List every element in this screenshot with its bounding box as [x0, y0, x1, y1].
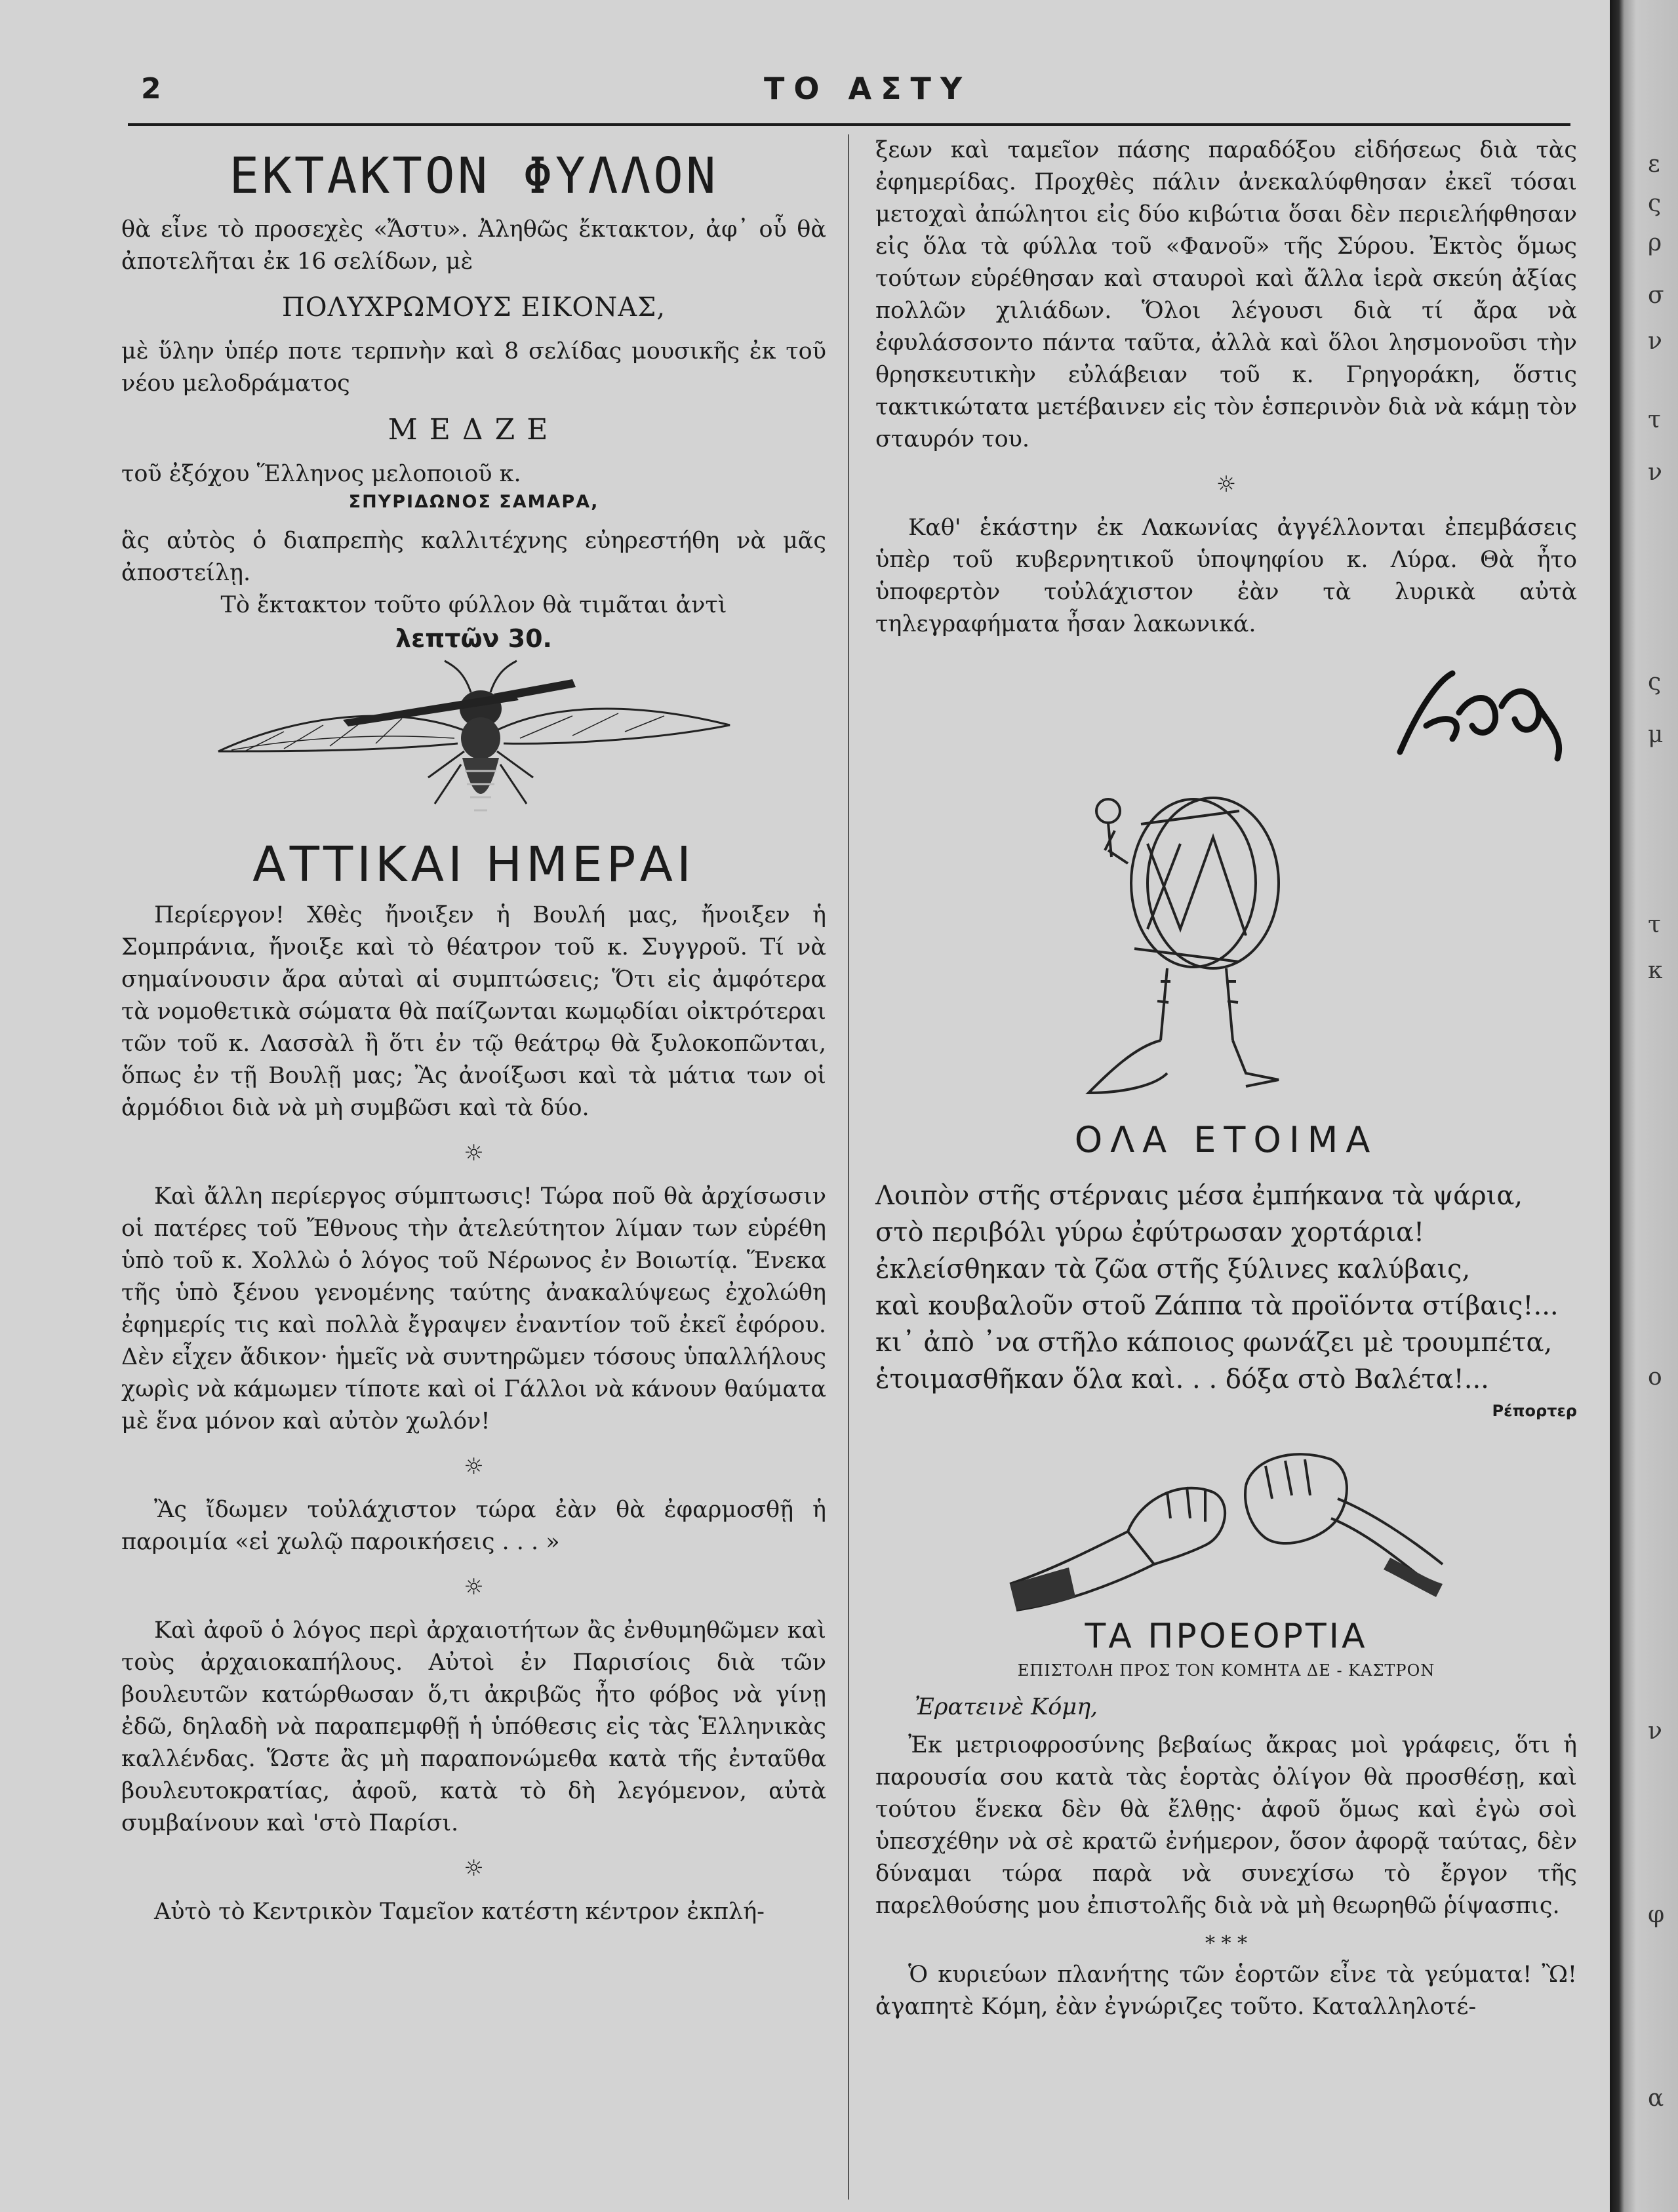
bleed-letter: α [1648, 2085, 1664, 2112]
poem-line: στὸ περιβόλι γύρω ἐφύτρωσαν χορτάρια! [875, 1217, 1425, 1248]
bleed-letter: τ [1648, 911, 1661, 938]
bleed-letter: ο [1648, 1364, 1662, 1391]
bleed-letter: μ [1648, 721, 1664, 748]
poem-line: κι᾽ ἀπὸ ᾽να στῆλο κάποιος φωνάζει μὲ τρουμπέτα, [875, 1328, 1553, 1358]
left-paragraph: Ἂς ἴδωμεν τοὐλάχιστον τώρα ἐὰν θὰ ἐφαρμοσθῇ ἡ παροιμία «εἰ χωλῷ παροικήσεις . . . » [121, 1497, 826, 1555]
bleed-letter: ν [1648, 1718, 1662, 1745]
left-paragraph: Καὶ ἄλλη περίεργος σύμπτωσις! Τώρα ποῦ θὰ ἀρχίσωσιν οἱ πατέρες τοῦ Ἔθνους τὴν ἀτελεύτητον λίμαν των εὑρέθη ὑπὸ τοῦ κ. Χολλὼ ὁ λόγος τοῦ Νέρωνος ἐν Βοιωτίᾳ. Ἕνεκα τῆς ὑπὸ ξένου γενομένης ταύτης ἀνακαλύψεως ἐχολώθη ἐφημερίς τις καὶ πολλὰ ἔγραψεν ἐναντίον τοῦ ἐκεῖ ἐφόρου. Δὲν εἶχεν ἄδικον· ἡμεῖς νὰ συντηρῶμεν τόσους ὑπαλλήλους χωρὶς νὰ κάμωμεν τίποτε καὶ οἱ Γάλλοι νὰ κάνουν θαύματα μὲ ἕνα μόνον καὶ αὐτὸν χωλόν! [121, 1183, 826, 1434]
poem-line: ἑτοιμασθῆκαν ὅλα καὶ. . . δόξα στὸ Βαλέτα!... [875, 1364, 1489, 1394]
artist-line: ἃς αὐτὸς ὁ διαπρεπὴς καλλιτέχνης εὐηρεστήθη νὰ μᾶς ἀποστείλῃ. [121, 528, 826, 586]
left-paragraph: Καὶ ἀφοῦ ὁ λόγος περὶ ἀρχαιοτήτων ἂς ἐνθυμηθῶμεν καὶ τοὺς ἀρχαιοκαπήλους. Αὐτοὶ ἐν Παρισίοις διὰ τῶν βουλευτῶν κατώρθωσαν ὅ,τι ἀκριβῶς ἦτο φόβος νὰ γίνῃ ἐδῶ, δηλαδὴ νὰ παραπεμφθῇ ἡ ὑπόθεσις εἰς τὰς Ἑλληνικὰς καλλένδας. Ὥστε ἂς μὴ παραπονώμεθα κατὰ τῆς ἐνταῦθα βουλευτοκρατίας, ἀφοῦ, κατὰ τὸ δὴ λεγόμενον, αὐτὰ συμβαίνουν καὶ 'στὸ Παρίσι. [121, 1617, 826, 1836]
notice-intro: θὰ εἶνε τὸ προσεχὲς «Ἄστυ». Ἀληθῶς ἔκτακτον, ἀφ᾽ οὗ θὰ ἀποτελῆται ἐκ 16 σελίδων, μὲ [121, 216, 826, 275]
poem-author: Ρέπορτερ [1492, 1402, 1577, 1420]
bleed-letter: σ [1648, 282, 1664, 309]
poem-line: Λοιπὸν στῆς στέρναις μέσα ἐμπήκανα τὰ ψάρια, [875, 1181, 1523, 1211]
separator-asterism: ☼ [464, 1453, 484, 1480]
poem-title: ΟΛΑ ΕΤΟΙΜΑ [1074, 1119, 1378, 1160]
poem-line: ἐκλείσθηκαν τὰ ζῶα στῆς ξύλινες καλύβαις, [875, 1254, 1471, 1284]
letter-title: ΤΑ ΠΡΟΕΟΡΤΙΑ [1085, 1617, 1368, 1656]
page-header [0, 66, 1610, 118]
column-divider [848, 134, 849, 2200]
right-paragraph: ξεων καὶ ταμεῖον πάσης παραδόξου εἰδήσεως διὰ τὰς ἐφημερίδας. Προχθὲς πάλιν ἀνεκαλύφθησαν ἐκεῖ τόσαι μετοχαὶ ἀπώλητοι εἰς δύο κιβώτια ὅσαι δὲν περιελήφθησαν εἰς ὅλα τὰ φύλλα τοῦ «Φανοῦ» τῆς Σύρου. Ἐκτὸς ὅμως τούτων εὑρέθησαν καὶ σταυροὶ καὶ ἄλλα ἱερὰ σκεύη ἀξίας πολλῶν χιλιάδων. Ὅλοι λέγουσι διὰ τί ἄρα νὰ ἐφυλάσσοντο πάντα ταῦτα, ἀλλὰ καὶ ὅλοι λησμονοῦσι τὴν θρησκευτικὴν εὐλάβειαν τοῦ κ. Γρηγοράκη, ὅστις τακτικώτατα μετέβαινεν εἰς τὸν ἑσπερινὸν διὰ νὰ κάμῃ τὸν σταυρόν του. [875, 137, 1577, 452]
fists-illustration [997, 1420, 1456, 1617]
notice-title: ΕΚΤΑΚΤΟΝ ΦΥΛΛΟΝ [229, 146, 719, 205]
opera-title: ΜΕΔΖΕ [388, 413, 560, 446]
left-paragraph: Περίεργον! Χθὲς ἤνοιξεν ἡ Βουλή μας, ἤνοιξεν ἡ Σομπράνια, ἤνοιξε καὶ τὸ θέατρον τοῦ κ. Συγγροῦ. Τί νὰ σημαίνουσιν ἄρα αὐταὶ αἱ συμπτώσεις; Ὅτι εἰς ἀμφότερα τὰ νομοθετικὰ σώματα θὰ παίζωνται κωμῳδίαι οἰκτρότεραι τῶν τοῦ κ. Λασσὰλ ἢ ὅτι ἐν τῷ θεάτρῳ θὰ ξυλοκοπῶνται, ὅπως ἐν τῇ Βουλῇ μας; Ἂς ἀνοίξωσι καὶ τὰ μάτια των οἱ ἁρμόδιοι διὰ νὰ μὴ συμβῶσι καὶ τὰ δύο. [121, 902, 826, 1121]
right-column [875, 134, 1577, 2023]
separator-asterism: ☼ [464, 1140, 484, 1166]
drum-character-illustration [1029, 765, 1423, 1119]
price-intro: Τὸ ἔκτακτον τοῦτο φύλλον θὰ τιμᾶται ἀντὶ [220, 592, 727, 618]
bleed-letter: φ [1648, 1901, 1665, 1928]
left-paragraph: Αὐτὸ τὸ Κεντρικὸν Ταμεῖον κατέστη κέντρον ἐκπλή- [154, 1899, 765, 1925]
header-rule [128, 123, 1570, 126]
page-number: 2 [141, 72, 161, 106]
composer-line: τοῦ ἐξόχου Ἕλληνος μελοποιοῦ κ. [121, 461, 521, 487]
wasp-illustration [205, 653, 743, 830]
poem [875, 1177, 1577, 1398]
bleed-letter: κ [1648, 957, 1663, 984]
bleed-letter: ν [1648, 459, 1662, 486]
letter-paragraph: Ἐκ μετριοφροσύνης βεβαίως ἄκρας μοὶ γράφεις, ὅτι ἡ παρουσία σου κατὰ τὰς ἑορτὰς ὀλίγον θὰ προσθέσῃ, καὶ τούτου ἕνεκα δὲν θὰ ἔλθῃς· ἀφοῦ ὅμως καὶ ἐγὼ σοὶ ὑπεσχέθην νὰ σὲ κρατῶ ἐνήμερον, ὅσον ἀφορᾷ ταύτας, δὲν δύναμαι τώρα παρὰ νὰ συνεχίσω τὸ ἔργον τῆς παρελθούσης μου ἐπιστολῆς διὰ νὰ μὴ θεωρηθῶ ῥίψασπις. [875, 1732, 1577, 1919]
bleed-letter: ρ [1648, 229, 1662, 256]
page-edge [1610, 0, 1678, 2212]
bleed-letter: ν [1648, 328, 1662, 355]
composer-name: ΣΠΥΡΙΔΩΝΟΣ ΣΑΜΑΡΑ, [348, 492, 599, 512]
letter-paragraph: Ὁ κυριεύων πλανήτης τῶν ἑορτῶν εἶνε τὰ γεύματα! Ὢ! ἀγαπητὲ Κόμη, ἐὰν ἐγνώριζες τοῦτο. Καταλληλοτέ- [875, 1962, 1577, 2020]
letter-salutation: Ἐρατεινὲ Κόμη, [915, 1694, 1098, 1720]
bleed-letter: ε [1648, 151, 1660, 178]
right-paragraph: Καθ' ἑκάστην ἐκ Λακωνίας ἀγγέλλονται ἐπεμβάσεις ὑπὲρ τοῦ κυβερνητικοῦ ὑποψηφίου κ. Λύρα. Θὰ ἦτο ὑποφερτὸν τοὐλάχιστον ἐὰν τὰ λυρικὰ αὐτὰ τηλεγραφήματα ἦσαν λακωνικά. [875, 515, 1577, 637]
section-title-attikai-imerai: ΑΤΤΙΚΑΙ ΗΜΕΡΑΙ [252, 837, 695, 893]
separator-asterism: ☼ [464, 1574, 484, 1600]
bleed-letter: ς [1648, 190, 1662, 217]
bleed-letter: τ [1648, 406, 1661, 433]
separator-stars: * * * [1205, 1932, 1248, 1955]
masthead: ΤΟ ΑΣΤΥ [764, 71, 972, 106]
letter-subtitle: ΕΠΙΣΤΟΛΗ ΠΡΟΣ ΤΟΝ ΚΟΜΗΤΑ ΔΕ - ΚΑΣΤΡΟΝ [1017, 1661, 1435, 1680]
notice-images-line: ΠΟΛΥΧΡΩΜΟΥΣ ΕΙΚΟΝΑΣ, [281, 292, 666, 323]
left-column [121, 134, 826, 1928]
price: λεπτῶν 30. [395, 624, 552, 653]
separator-asterism: ☼ [464, 1855, 484, 1882]
poem-line: καὶ κουβαλοῦν στοῦ Ζάππα τὰ προϊόντα στίβαις!... [875, 1291, 1559, 1321]
bleed-letter: ς [1648, 669, 1662, 696]
separator-asterism: ☼ [1216, 471, 1237, 498]
signature-axios [1380, 667, 1577, 765]
notice-music-line: μὲ ὕλην ὑπέρ ποτε τερπνὴν καὶ 8 σελίδας μουσικῆς ἐκ τοῦ νέου μελοδράματος [121, 338, 826, 397]
